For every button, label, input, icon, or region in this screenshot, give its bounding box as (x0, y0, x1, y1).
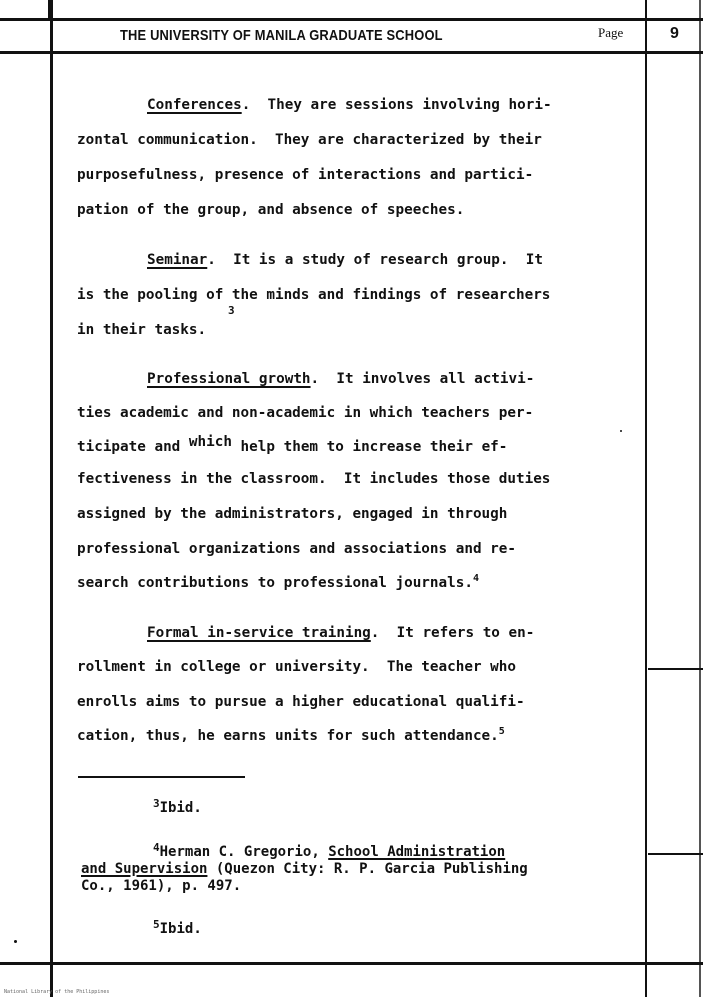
paragraph-line: professional organizations and associations and re- (77, 541, 516, 557)
paragraph-line: pation of the group, and absence of speeches. (77, 202, 465, 218)
paragraph-line: cation, thus, he earns units for such attendance.$^5$ (77, 726, 505, 744)
paragraph-line: Seminar. It is a study of research group. It (147, 252, 543, 268)
page-number: 9 (670, 25, 679, 42)
left-top-rule (48, 0, 50, 18)
bottom-rule (0, 962, 703, 965)
left-margin-rule (50, 0, 53, 997)
paragraph-line: zontal communication. They are characterized by their (77, 132, 542, 148)
paragraph-line: Conferences. They are sessions involving hori- (147, 97, 552, 113)
footnote-5: $^5$Ibid. (153, 918, 202, 937)
footnote-4-line-3: Co., 1961), p. 497. (81, 878, 242, 894)
footnote-4-line-1: $^4$Herman C. Gregorio, School Administration (153, 841, 506, 860)
right-edge-rule (699, 0, 701, 997)
paragraph-line: ties academic and non-academic in which teachers per- (77, 405, 534, 421)
page-column-rule (645, 0, 647, 997)
paragraph-line: enrolls aims to pursue a higher educational qualifi- (77, 694, 525, 710)
scan-footer: National Library of the Philippines (4, 989, 110, 995)
paragraph-line: search contributions to professional journals.$^4$ (77, 573, 479, 591)
paragraph-line: purposefulness, presence of interactions and partici- (77, 167, 534, 183)
scan-speck (14, 940, 17, 943)
paragraph-line: fectiveness in the classroom. It includes those duties (77, 471, 551, 487)
footnote-separator (78, 776, 245, 778)
paragraph-line: rollment in college or university. The teacher who (77, 659, 516, 675)
paragraph-line: in their tasks. (77, 322, 207, 338)
paragraph-line: ticipate and which help them to increase their ef- (77, 434, 508, 455)
term-formal-inservice: Formal in-service training (147, 625, 371, 641)
margin-tick (648, 853, 703, 855)
paragraph-line: assigned by the administrators, engaged in through (77, 506, 508, 522)
term-conferences: Conferences (147, 97, 242, 113)
paragraph-line: Formal in-service training. It refers to en- (147, 625, 535, 641)
footnote-3: $^3$Ibid. (153, 797, 202, 816)
footnote-ref-5: 5 (498, 726, 505, 737)
paragraph-line: Professional growth. It involves all activi- (147, 371, 535, 387)
footnote-ref-3: 3 (228, 304, 235, 317)
footnote-4-line-2: and Supervision (Quezon City: R. P. Garcia Publishing (81, 861, 528, 877)
footnote-ref-4: 4 (472, 573, 479, 584)
top-rule (0, 18, 703, 21)
term-seminar: Seminar (147, 252, 208, 268)
term-professional-growth: Professional growth (147, 371, 311, 387)
page-label: Page (598, 25, 624, 40)
margin-tick (648, 668, 703, 670)
header-title: THE UNIVERSITY OF MANILA GRADUATE SCHOOL (120, 27, 443, 44)
header-bottom-rule (0, 51, 703, 54)
paragraph-line: is the pooling of the minds and findings of researchers (77, 287, 551, 303)
scan-speck (620, 430, 622, 432)
